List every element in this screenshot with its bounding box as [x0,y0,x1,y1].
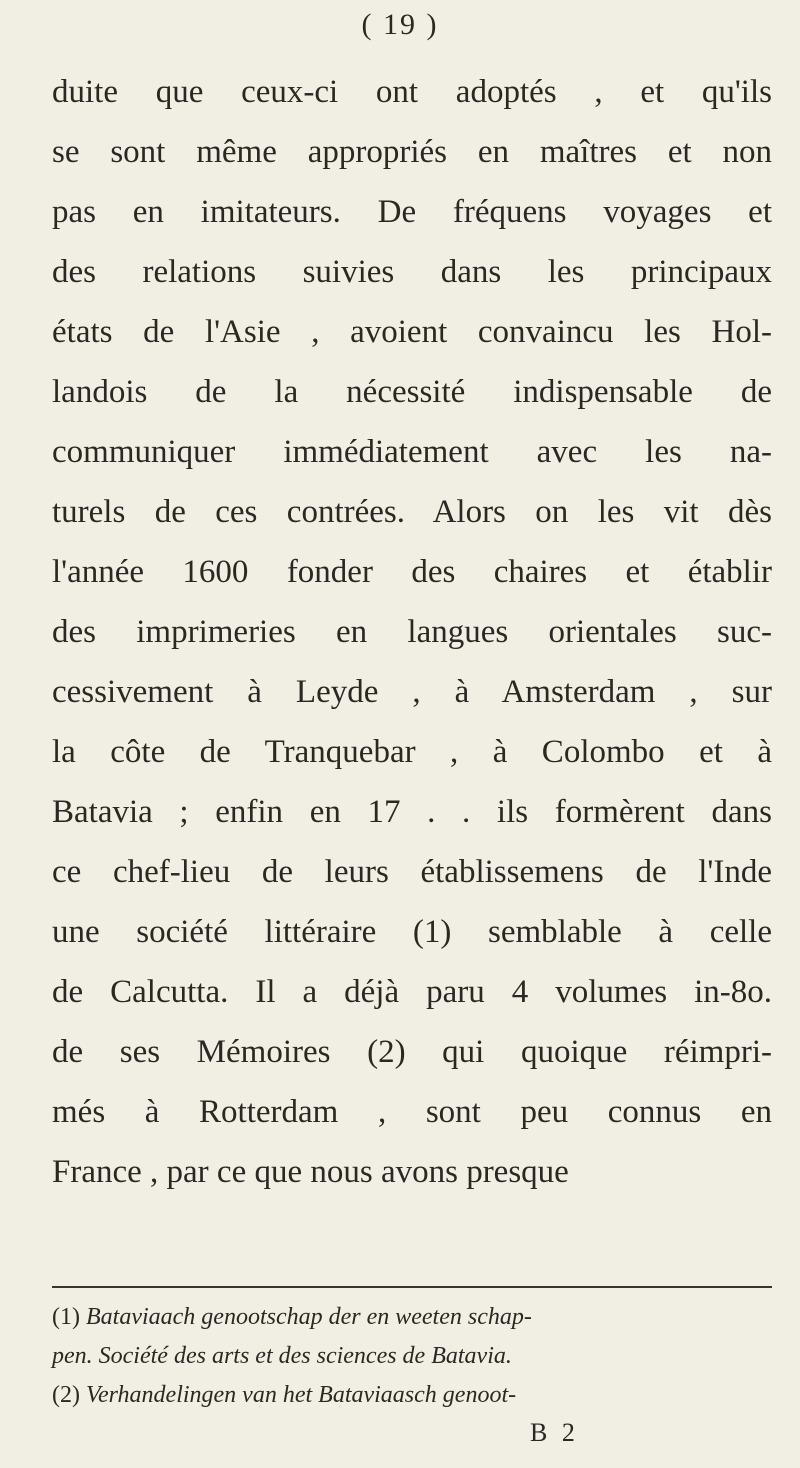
footnote-1-continued [52,1337,772,1376]
footnote-2 [52,1376,772,1415]
text-line: la côte de Tranquebar , à Colombo et à [52,734,772,770]
footnote-1 [52,1298,772,1337]
text-line: de Calcutta. Il a déjà paru 4 volumes in-8o. [52,974,772,1010]
text-line: pas en imitateurs. De fréquens voyages et [52,194,772,230]
text-line: des relations suivies dans les principaux [52,254,772,290]
footnote-2-text: Verhandelingen van het Bataviaasch genoot- [85,1382,517,1408]
text-line: ce chef-lieu de leurs établissemens de l'Inde [52,854,772,890]
page-number: ( 19 ) [361,8,439,41]
text-line: l'année 1600 fonder des chaires et établir [52,554,772,590]
text-line: de ses Mémoires (2) qui quoique réimpri- [52,1034,772,1070]
text-line: états de l'Asie , avoient convaincu les Hol- [52,314,772,350]
footnote-1-text: Bataviaach genootschap der en weeten schap- [85,1304,532,1330]
text-line: des imprimeries en langues orientales suc- [52,614,772,650]
footnotes [52,1298,772,1415]
text-line: cessivement à Leyde , à Amsterdam , sur [52,674,772,710]
text-line: une société littéraire (1) semblable à celle [52,914,772,950]
text-line: se sont même appropriés en maîtres et non [52,134,772,170]
text-line: turels de ces contrées. Alors on les vit dès [52,494,772,530]
text-line: més à Rotterdam , sont peu connus en [52,1094,772,1130]
text-line: Batavia ; enfin en 17 . . ils formèrent dans [52,794,772,830]
footnote-1-marker: (1) [52,1304,80,1330]
signature-mark: B 2 [530,1418,579,1447]
footnote-2-marker: (2) [52,1382,80,1408]
footnote-rule [52,1286,772,1288]
body-text [52,62,772,1202]
text-line: duite que ceux-ci ont adoptés , et qu'ils [52,74,772,110]
text-line: France , par ce que nous avons presque [52,1154,569,1190]
text-line: communiquer immédiatement avec les na- [52,434,772,470]
text-line: landois de la nécessité indispensable de [52,374,772,410]
footnote-1-text-cont: pen. Société des arts et des sciences de Batavia. [52,1343,512,1369]
